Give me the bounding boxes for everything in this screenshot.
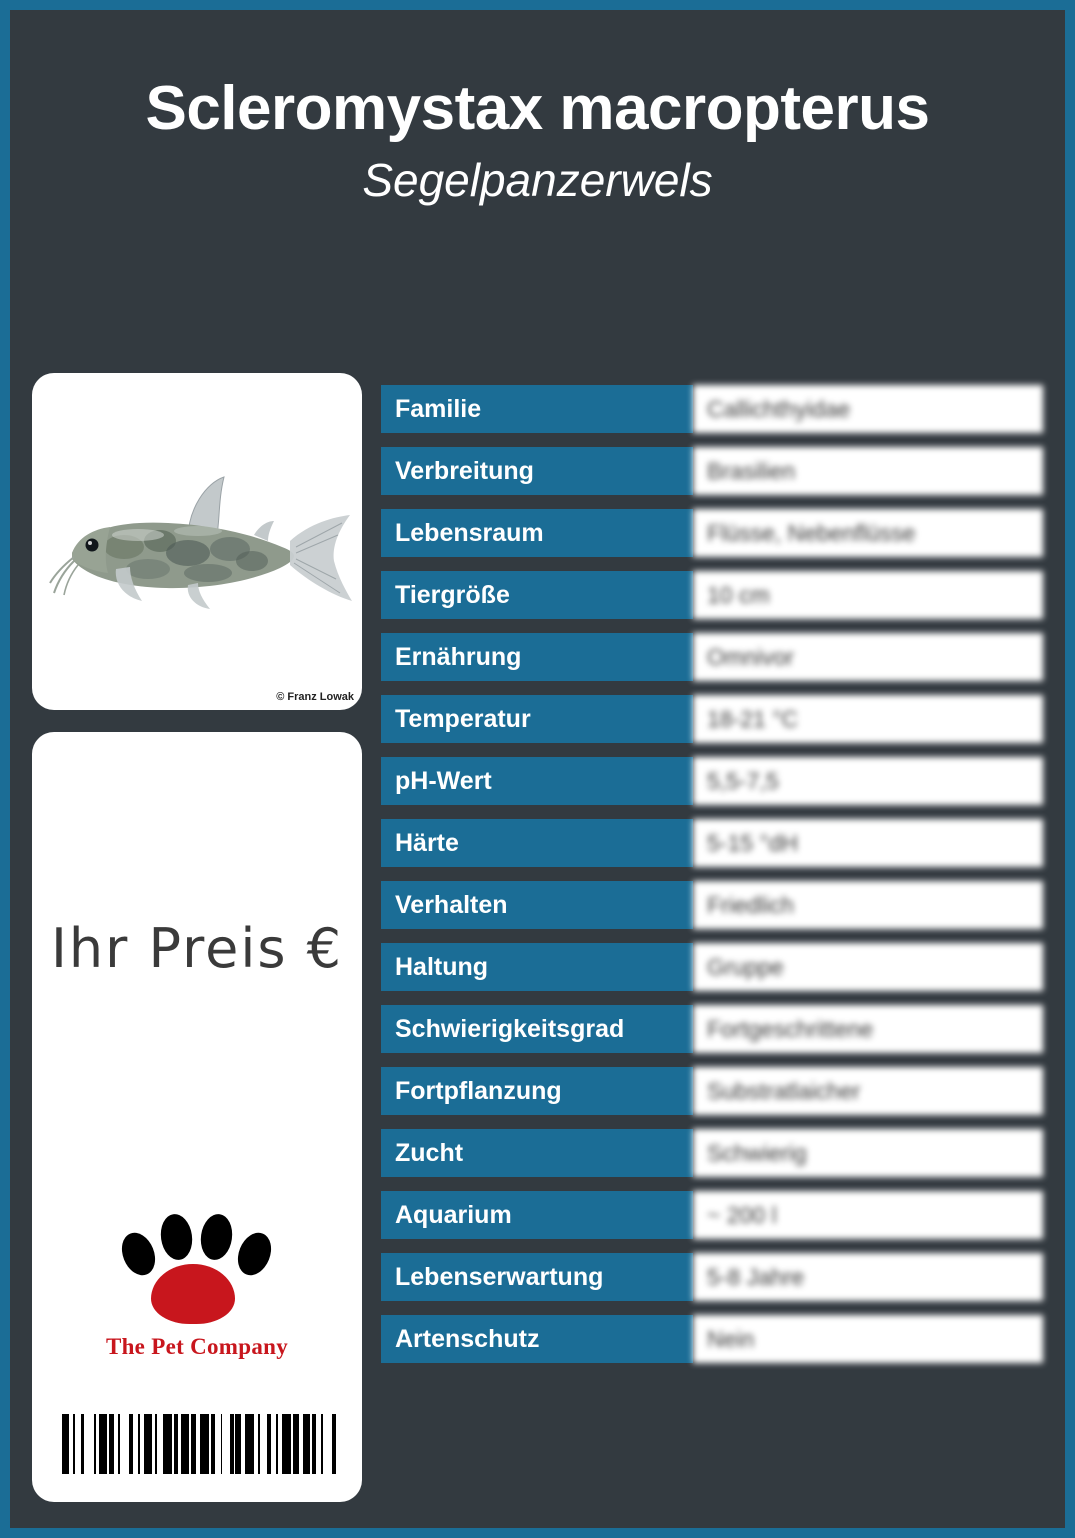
attribute-label: pH-Wert [381,757,693,805]
table-row [381,385,1043,433]
attribute-label: Lebenserwartung [381,1253,693,1301]
barcode [62,1414,338,1474]
paw-print-icon [117,1210,277,1328]
card-header [10,10,1065,207]
scientific-name: Scleromystax macropterus [145,74,930,143]
attribute-label: Lebensraum [381,509,693,557]
attribute-label: Ernährung [381,633,693,681]
table-row [381,633,1043,681]
table-row [381,1253,1043,1301]
attribute-label: Zucht [381,1129,693,1177]
table-row [381,1005,1043,1053]
price-card [32,732,362,1502]
attribute-value: 10 cm [693,571,1043,619]
table-row [381,943,1043,991]
table-row [381,1191,1043,1239]
attribute-value: Friedlich [693,881,1043,929]
attribute-label: Tiergröße [381,571,693,619]
attribute-value: Schwierig [693,1129,1043,1177]
attribute-value: 5-8 Jahre [693,1253,1043,1301]
attribute-value: Brasilien [693,447,1043,495]
attribute-table [381,385,1043,1377]
table-row [381,695,1043,743]
attribute-label: Verbreitung [381,447,693,495]
attribute-value: Fortgeschrittene [693,1005,1043,1053]
attribute-label: Schwierigkeitsgrad [381,1005,693,1053]
attribute-value: Flüsse, Nebenflüsse [693,509,1043,557]
attribute-label: Aquarium [381,1191,693,1239]
table-row [381,1067,1043,1115]
attribute-label: Haltung [381,943,693,991]
attribute-value: 5,5-7,5 [693,757,1043,805]
attribute-label: Härte [381,819,693,867]
common-name: Segelpanzerwels [362,154,713,207]
species-photo-box [32,373,362,710]
table-row [381,1129,1043,1177]
table-row [381,1315,1043,1363]
attribute-label: Temperatur [381,695,693,743]
attribute-value: Nein [693,1315,1043,1363]
attribute-label: Artenschutz [381,1315,693,1363]
attribute-label: Verhalten [381,881,693,929]
price-label: Ihr Preis € [50,917,344,980]
fish-illustration [38,461,358,631]
attribute-value: Callichthyidae [693,385,1043,433]
attribute-label: Familie [381,385,693,433]
attribute-value: Gruppe [693,943,1043,991]
table-row [381,757,1043,805]
attribute-value: ~ 200 l [693,1191,1043,1239]
attribute-value: 18-21 °C [693,695,1043,743]
attribute-value: Substratlaicher [693,1067,1043,1115]
table-row [381,509,1043,557]
species-info-card [10,10,1065,1528]
attribute-value: 5-15 °dH [693,819,1043,867]
table-row [381,881,1043,929]
attribute-label: Fortpflanzung [381,1067,693,1115]
company-logo [32,1210,362,1360]
attribute-value: Omnivor [693,633,1043,681]
table-row [381,819,1043,867]
photo-credit: © Franz Lowak [276,691,354,703]
table-row [381,447,1043,495]
brand-name: The Pet Company [105,1334,289,1359]
table-row [381,571,1043,619]
